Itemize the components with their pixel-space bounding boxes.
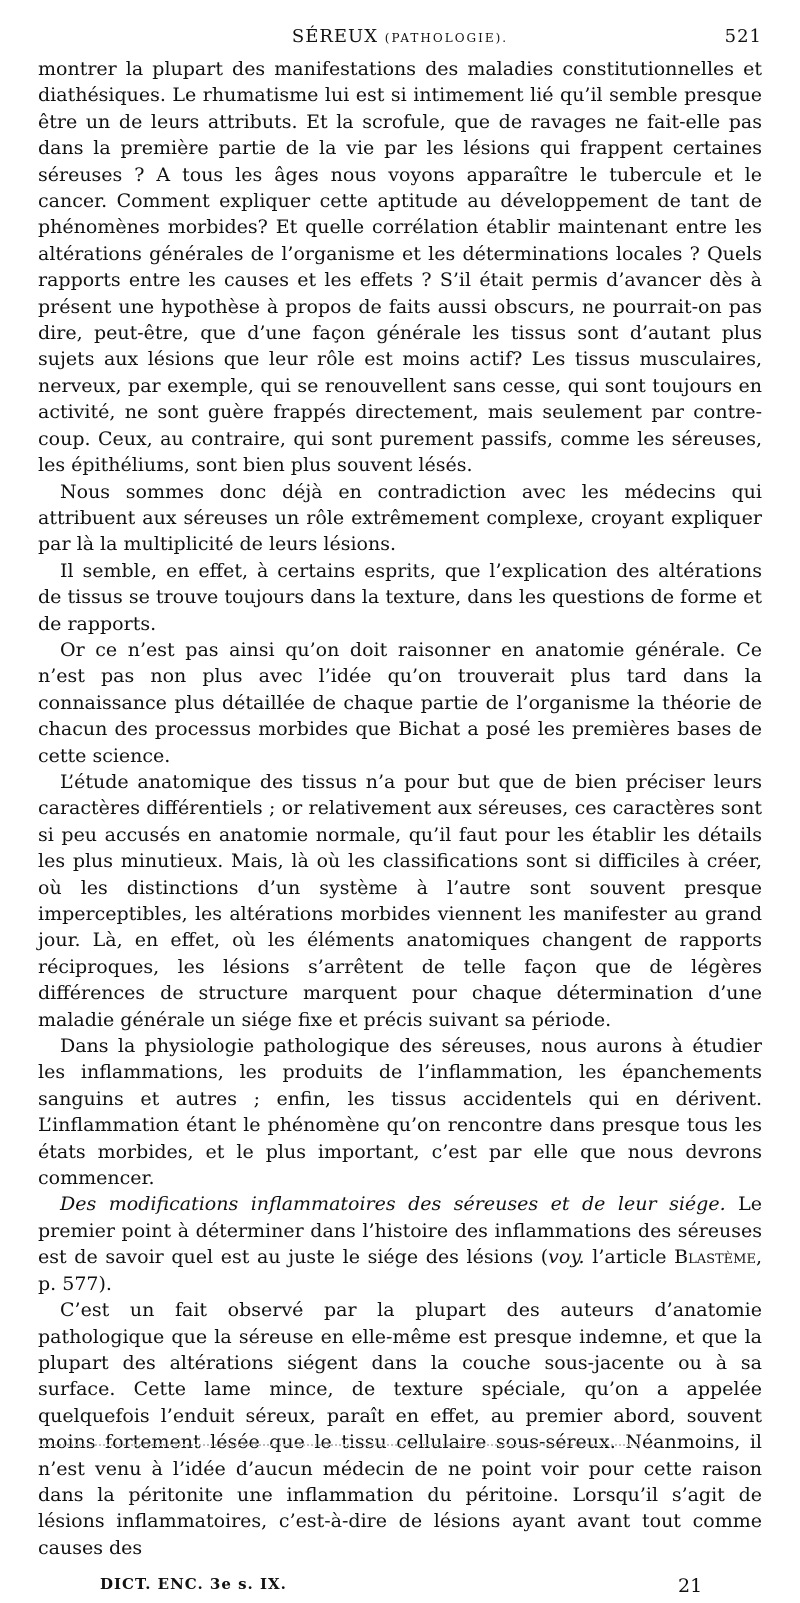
header-subtitle: (PATHOLOGIE). — [384, 31, 509, 45]
section-heading-text: Le premier point à déterminer dans l’histoire des inflammations des séreuses est de savoir quel est au juste le siége des lésions ( — [38, 1193, 762, 1269]
ref-pre: l’article — [584, 1246, 675, 1269]
bleed-through-line — [40, 1444, 640, 1448]
cross-reference: Blastème — [674, 1246, 756, 1269]
body-text — [38, 56, 762, 1561]
paragraph: Nous sommes donc déjà en contradiction avec les médecins qui attribuent aux séreuses un rôle extrêmement complexe, croyant expliquer par là la multiplicité de leurs lésions. — [38, 480, 762, 556]
paragraph: C’est un fait observé par la plupart des auteurs d’anatomie pathologique que la séreuse en elle-même est presque indemne, et que la plupart des altérations siégent dans la couche sous-jacente ou à sa surface. Cette lame mince, de texture spéciale, qu’on a appelée quelquefois l’enduit séreux, paraît en effet, au premier abord, souvent moins fortement lésée que le tissu cellulaire sous-séreux. Néanmoins, il n’est venu à l’idée d’aucun médecin de ne point voir pour cette raison dans la péritonite une inflammation du péritoine. Lorsqu’il s’agit de lésions inflammatoires, c’est-à-dire de lésions ayant avant tout comme causes des — [38, 1299, 762, 1559]
page-footer — [38, 1575, 762, 1603]
paragraph: L’étude anatomique des tissus n’a pour but que de bien préciser leurs caractères différentiels ; or relativement aux séreuses, ces caractères sont si peu accusés en anatomie normale, qu’il faut pour les établir les détails les plus minutieux. Mais, là où les classifications sont si difficiles à créer, où les distinctions d’un système à l’autre sont souvent presque imperceptibles, les altérations morbides viennent les manifester au grand jour. Là, en effet, où les éléments anatomiques changent de rapports réciproques, les lésions s’arrêtent de telle façon que de légères différences de structure marquent pour chaque détermination d’une maladie générale un siége fixe et précis suivant sa période. — [38, 770, 762, 1031]
paragraph: montrer la plupart des manifestations des maladies constitutionnelles et diathésiques. Le rhumatisme lui est si intimement lié qu’il semble presque être un de leurs attributs. Et la scrofule, que de ravages ne fait-elle pas dans la première partie de la vie par les lésions qui frappent certaines séreuses ? A tous les âges nous voyons apparaître le tubercule et le cancer. Comment expliquer cette aptitude au développement de tant de phénomènes morbides? Et quelle corrélation établir maintenant entre les altérations générales de l’organisme et les déterminations locales ? Quels rapports entre les causes et les effets ? S’il était permis d’avancer dès à présent une hypothèse à propos de faits aussi obscurs, ne pourrait-on pas dire, peut-être, que d’une façon générale les tissus sont d’autant plus sujets aux lésions que leur rôle est moins actif? Les tissus musculaires, nerveux, par exemple, qui se renouvellent sans cesse, qui sont toujours en activité, ne sont guère frappés directement, mais seulement par contre-coup. Ceux, au contraire, qui sont purement passifs, comme les séreuses, les épithéliums, sont bien plus souvent lésés. — [38, 58, 762, 477]
paragraph: Il semble, en effet, à certains esprits, que l’explication des altérations de tissus se trouve toujours dans la texture, dans les questions de forme et de rapports. — [38, 559, 762, 635]
running-title — [38, 26, 762, 47]
page-number: 521 — [724, 26, 762, 47]
running-header — [38, 26, 762, 56]
signature-number: 21 — [678, 1575, 703, 1598]
voy-abbrev: voy. — [548, 1246, 585, 1269]
header-title: SÉREUX — [291, 26, 379, 47]
signature-mark: DICT. ENC. 3e s. IX. — [100, 1575, 287, 1594]
paragraph: Dans la physiologie pathologique des séreuses, nous aurons à étudier les inflammations, les produits de l’inflammation, les épanchements sanguins et autres ; enfin, les tissus accidentels qui en dérivent. L’inflammation étant le phénomène qu’on rencontre dans presque tous les états morbides, et le plus important, c’est par elle que nous devrons commencer. — [38, 1035, 762, 1190]
ref-post: , p. 577). — [38, 1246, 763, 1295]
section-heading-italic: Des modifications inflammatoires des séreuses et de leur siége. — [60, 1193, 726, 1216]
paragraph-section-heading — [38, 1191, 762, 1297]
paragraph: Or ce n’est pas ainsi qu’on doit raisonner en anatomie générale. Ce n’est pas non plus avec l’idée qu’on trouverait plus tard dans la connaissance plus détaillée de chaque partie de l’organisme la théorie de chacun des processus morbides que Bichat a posé les premières bases de cette science. — [38, 638, 762, 767]
